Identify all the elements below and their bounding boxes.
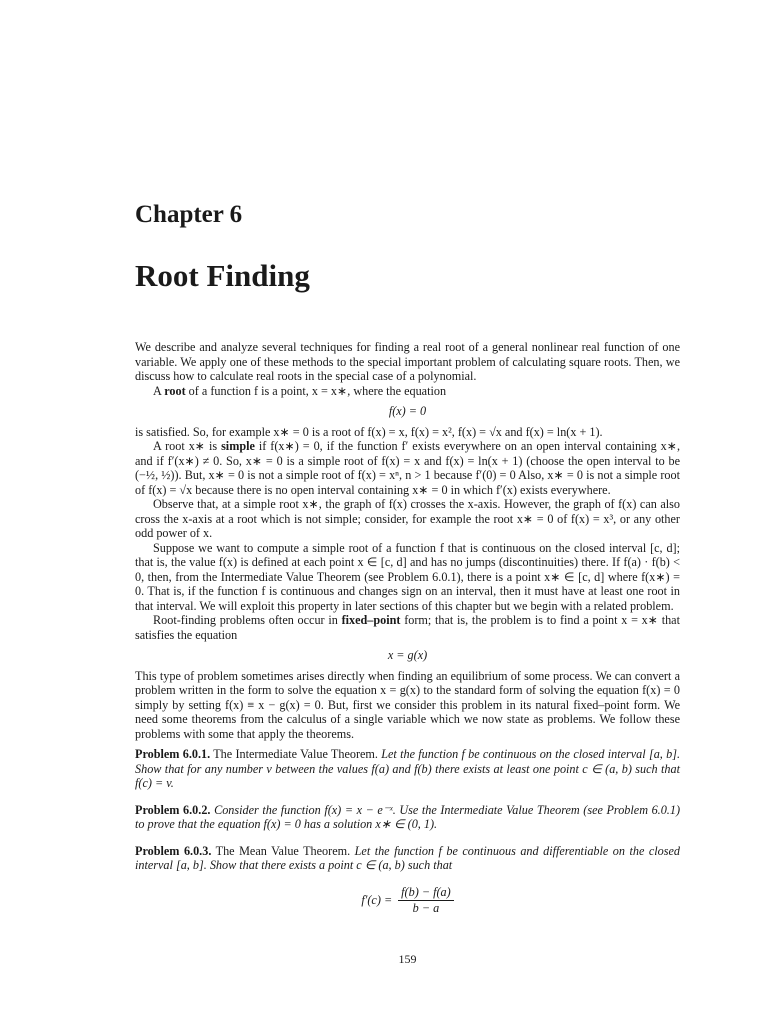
root-def-prefix: A — [153, 383, 165, 398]
problem-text: Let the function f be continuous and differentiable on the closed interval [a, b]. Show that there exists a point c ∈ (a, b) such that — [135, 843, 680, 873]
problem-label: Problem 6.0.3. — [135, 843, 212, 858]
simple-def-suffix: if f(x∗) = 0, if the function f′ exists everywhere on an open interval containing x∗, and if f′(x∗) ≠ 0. So, x∗ = 0 is a simple root of f(x) = x and f(x) = ln(x + 1) (choose the open interval to be (−½, ½)). But, x∗ = 0 is not a simple root of f(x) = xⁿ, n > 1 because f′(0) = 0 Also, x∗ = 0 is not a simple root of f(x) = √x because there is no open interval containing x∗ = 0 in which f′(x) exists everywhere. — [135, 439, 680, 497]
chapter-label: Chapter 6 — [135, 201, 243, 228]
fixed-point-term: fixed–point — [341, 613, 401, 627]
problem-6-0-1 — [135, 747, 680, 791]
problem-label: Problem 6.0.1. — [135, 747, 211, 761]
root-term: root — [164, 383, 186, 398]
suppose-paragraph: Suppose we want to compute a simple root of a function f that is continuous on the closed interval [c, d]; that is, the value f(x) is defined at each point x ∈ [c, d] and has no jumps (discontinuities) there. If f(a) · f(b) < 0, then, from the Intermediate Value Theorem (see Problem 6.0.1), there is a point x∗ ∈ [c, d] where f(x∗) = 0. That is, if the function f is continuous and changes sign on an interval, then it must have at least one root in that interval. We will exploit this property in later sections of this chapter but we begin with a related problem. — [135, 540, 680, 613]
body-text — [135, 340, 680, 915]
equation-f-equals-zero: f(x) = 0 — [388, 404, 427, 418]
mean-value-fraction — [398, 885, 454, 915]
equation-mean-value — [135, 885, 680, 915]
intro-paragraph: We describe and analyze several techniques for finding a real root of a general nonlinear real function of one variable. We apply one of these methods to the special important problem of calculating square roots. Then, we discuss how to calculate real roots in the special case of a polynomial. — [135, 340, 680, 383]
fraction-denominator: b − a — [412, 900, 440, 915]
equation-fixed-point: x = g(x) — [387, 648, 428, 662]
simple-def-prefix: A root x∗ is — [153, 439, 222, 453]
chapter-title: Root Finding — [135, 258, 310, 293]
problem-name: The Intermediate Value Theorem. — [210, 747, 382, 761]
problem-name: The Mean Value Theorem. — [211, 843, 355, 858]
after-equation-paragraph: is satisfied. So, for example x∗ = 0 is a root of f(x) = x, f(x) = x², f(x) = √x and f(x) = ln(x + 1). — [135, 424, 603, 439]
simple-term: simple — [221, 439, 255, 453]
problem-6-0-2 — [135, 803, 680, 832]
simple-root-paragraph — [135, 439, 680, 497]
observe-paragraph: Observe that, at a simple root x∗, the graph of f(x) crosses the x-axis. However, the graph of f(x) can also cross the x-axis at a root which is not simple; consider, for example the root x∗ = 0 of f(x) = x³, or any other odd power of x. — [135, 497, 680, 540]
page-number: 159 — [398, 952, 417, 966]
fixed-point-suffix: form; that is, the problem is to find a point x = x∗ that satisfies the equation — [135, 613, 680, 642]
problem-label: Problem 6.0.2. — [135, 802, 211, 817]
problem-6-0-3 — [135, 844, 680, 873]
fixed-point-paragraph — [135, 613, 680, 642]
root-definition-paragraph — [135, 384, 680, 399]
fixed-point-prefix: Root-finding problems often occur in — [153, 613, 342, 627]
problem-text: Let the function f be continuous on the closed interval [a, b]. Show that for any number v between the values f(a) and f(b) there exists at least one point c ∈ (a, b) such that f(c) = v. — [135, 747, 680, 790]
problem-text: Consider the function f(x) = x − e⁻ˣ. Use the Intermediate Value Theorem (see Problem 6.0.1) to prove that the equation f(x) = 0 has a solution x∗ ∈ (0, 1). — [135, 802, 681, 832]
mean-value-lhs: f′(c) = — [361, 892, 393, 907]
root-def-suffix: of a function f is a point, x = x∗, where the equation — [185, 383, 447, 398]
type-of-problem-paragraph: This type of problem sometimes arises directly when finding an equilibrium of some process. We can convert a problem written in the form to solve the equation x = g(x) to the standard form of solving the equation f(x) = 0 simply by setting f(x) ≡ x − g(x) = 0. But, first we consider this problem in its natural fixed–point form. We need some theorems from the calculus of a single variable which we now state as problems. We follow these problems with some that apply the theorems. — [135, 668, 680, 741]
fraction-numerator: f(b) − f(a) — [398, 885, 454, 901]
